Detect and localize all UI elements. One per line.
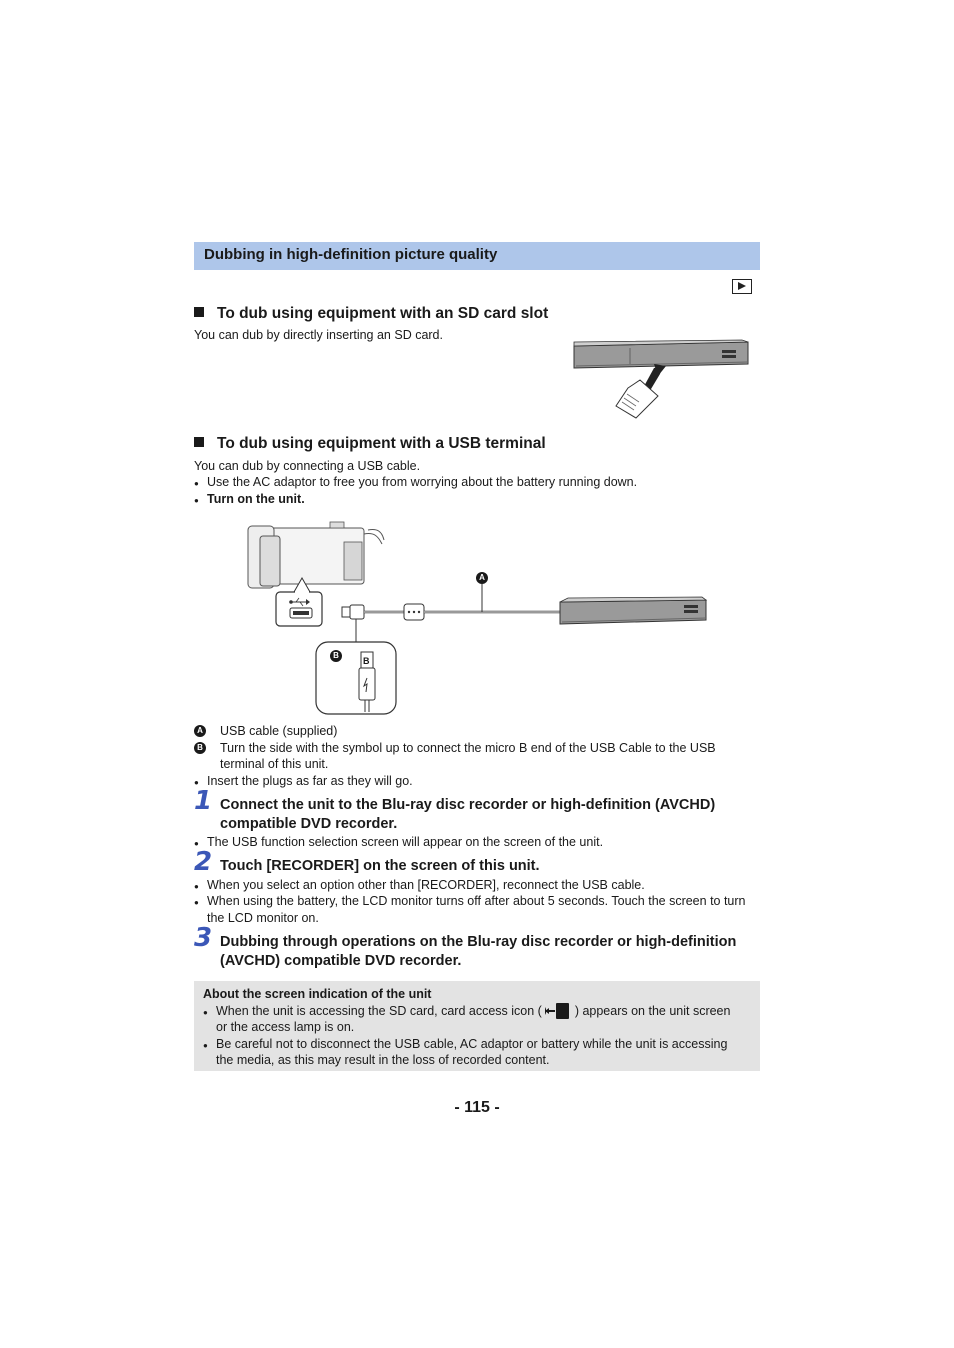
legend-b-text-cont: terminal of this unit. bbox=[220, 757, 329, 771]
usb-bullet-1: ● Use the AC adaptor to free you from worrying about the battery running down. bbox=[207, 474, 637, 491]
card-access-icon bbox=[545, 1003, 571, 1019]
legend-bullet: ● Insert the plugs as far as they will go. bbox=[207, 773, 413, 790]
step-3-number: 3 bbox=[194, 923, 213, 953]
note-bullet-2: ● Be careful not to disconnect the USB cable, AC adaptor or battery while the unit is accessing bbox=[216, 1036, 727, 1053]
step-2-bullet-2: ● When using the battery, the LCD monitor turns off after about 5 seconds. Touch the screen to turn bbox=[207, 893, 746, 910]
note-bullet-2-cont: the media, as this may result in the loss of recorded content. bbox=[216, 1053, 550, 1067]
note-bullet-1: ● When the unit is accessing the SD card, card access icon ( ) appears on the unit screen bbox=[216, 1003, 730, 1020]
sd-section-heading: To dub using equipment with an SD card slot bbox=[194, 305, 548, 323]
step-1-line2: compatible DVD recorder. bbox=[220, 816, 398, 832]
legend-a-text: USB cable (supplied) bbox=[220, 724, 338, 738]
step-2-line1: Touch [RECORDER] on the screen of this unit. bbox=[220, 858, 540, 874]
playback-mode-icon bbox=[732, 279, 752, 294]
usb-connection-diagram bbox=[246, 520, 710, 716]
legend-b-marker: B bbox=[194, 742, 206, 754]
legend-b-text: Turn the side with the symbol up to connect the micro B end of the USB Cable to the USB bbox=[220, 741, 716, 755]
plug-letter: B bbox=[363, 656, 370, 666]
callout-b-marker: B bbox=[330, 650, 342, 662]
step-3-line2: (AVCHD) compatible DVD recorder. bbox=[220, 953, 462, 969]
sd-intro: You can dub by directly inserting an SD card. bbox=[194, 328, 443, 342]
step-1-number: 1 bbox=[194, 786, 213, 816]
note-bullet-1-cont: or the access lamp is on. bbox=[216, 1020, 355, 1034]
usb-section-heading: To dub using equipment with a USB terminal bbox=[194, 435, 546, 453]
step-2-bullet-2-cont: the LCD monitor on. bbox=[207, 911, 319, 925]
page-number: - 115 - bbox=[454, 1099, 500, 1116]
note-title: About the screen indication of the unit bbox=[203, 987, 432, 1001]
step-3-line1: Dubbing through operations on the Blu-ray disc recorder or high-definition bbox=[220, 934, 737, 950]
usb-intro: You can dub by connecting a USB cable. bbox=[194, 459, 421, 473]
square-bullet-icon bbox=[194, 437, 204, 447]
step-2-number: 2 bbox=[194, 847, 213, 877]
square-bullet-icon bbox=[194, 307, 204, 317]
step-2-bullet-1: ● When you select an option other than [RECORDER], reconnect the USB cable. bbox=[207, 877, 645, 894]
section-title: Dubbing in high-definition picture quality bbox=[204, 246, 498, 263]
usb-bullet-2: ● Turn on the unit. bbox=[207, 491, 305, 508]
recorder-sd-illustration bbox=[572, 338, 752, 420]
step-1-line1: Connect the unit to the Blu-ray disc recorder or high-definition (AVCHD) bbox=[220, 797, 716, 813]
step-1-bullet: ● The USB function selection screen will appear on the screen of the unit. bbox=[207, 834, 603, 851]
callout-a-marker: A bbox=[476, 572, 488, 584]
section-header-bar bbox=[194, 242, 760, 270]
legend-a-marker: A bbox=[194, 725, 206, 737]
